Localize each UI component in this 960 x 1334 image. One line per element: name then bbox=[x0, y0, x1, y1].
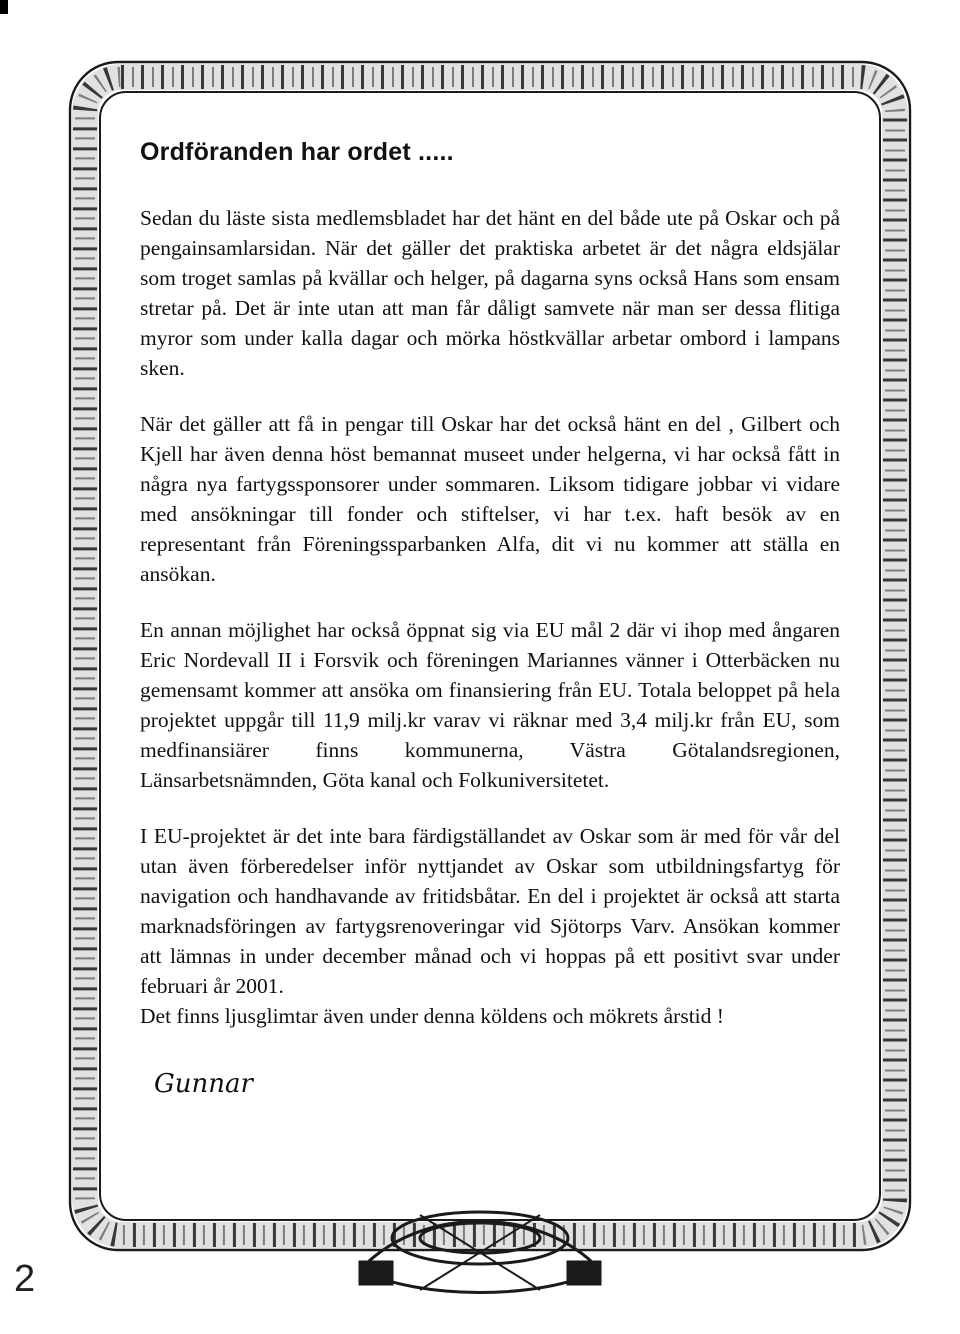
page-number: 2 bbox=[14, 1258, 36, 1300]
paragraph-eu-application: En annan möjlighet har också öppnat sig via EU mål 2 där vi ihop med ångaren Eric Nordevall II i Forsvik och föreningen Mariannes vänner i Otterbäcken nu gemensamt kommer att ansöka om finansiering från EU. Totala beloppet på hela projektet uppgår till 11,9 milj.kr varav vi räknar med 3,4 milj.kr från EU, som medfinansiärer finns kommunerna, Västra Götalandsregionen, Länsarbetsnämnden, Göta kanal och Folkuniversitetet. bbox=[140, 618, 840, 792]
paragraph-fundraising: När det gäller att få in pengar till Oskar har det också hänt en del , Gilbert och Kjell har även denna höst bemannat museet under helgerna, vi har också fått in några nya fartygssponsorer under sommaren. Liksom tidigare jobbar vi vidare med ansökningar till fonder och stiftelser, vi har t.ex. haft besök av en representant från Föreningssparbanken Alfa, dit vi nu kommer att ställa en ansökan. bbox=[140, 412, 840, 586]
article-body bbox=[140, 138, 840, 1099]
paragraph-eu-project: I EU-projektet är det inte bara färdigställandet av Oskar som är med för vår del utan även förberedelser inför nyttjandet av Oskar som utbildningsfartyg för navigation och handhavande av fritidsbåtar. En del i projektet är också att starta marknadsföringen av fartygsrenoveringar vid Sjötorps Varv. Ansökan kommer att lämnas in under december månad och vi hoppas på ett positivt svar under februari år 2001. bbox=[140, 824, 840, 998]
signature: Gunnar bbox=[154, 1069, 253, 1099]
paragraph-volunteers: Sedan du läste sista medlemsbladet har det hänt en del både ute på Oskar och på pengainsamlarsidan. När det gäller det praktiska arbetet är det några eldsjälar som troget samlas på kvällar och helger, på dagarna syns också Hans som ensam stretar på. Det är inte utan att man får dåligt samvete när man ser dessa flitiga myror som under kalla dagar och mörka höstkvällar arbetar ombord i lampans sken. bbox=[140, 206, 840, 380]
paragraph-closing: Det finns ljusglimtar även under denna köldens och mökrets årstid ! bbox=[140, 1004, 724, 1028]
article-heading: Ordföranden har ordet ..... bbox=[140, 138, 454, 166]
